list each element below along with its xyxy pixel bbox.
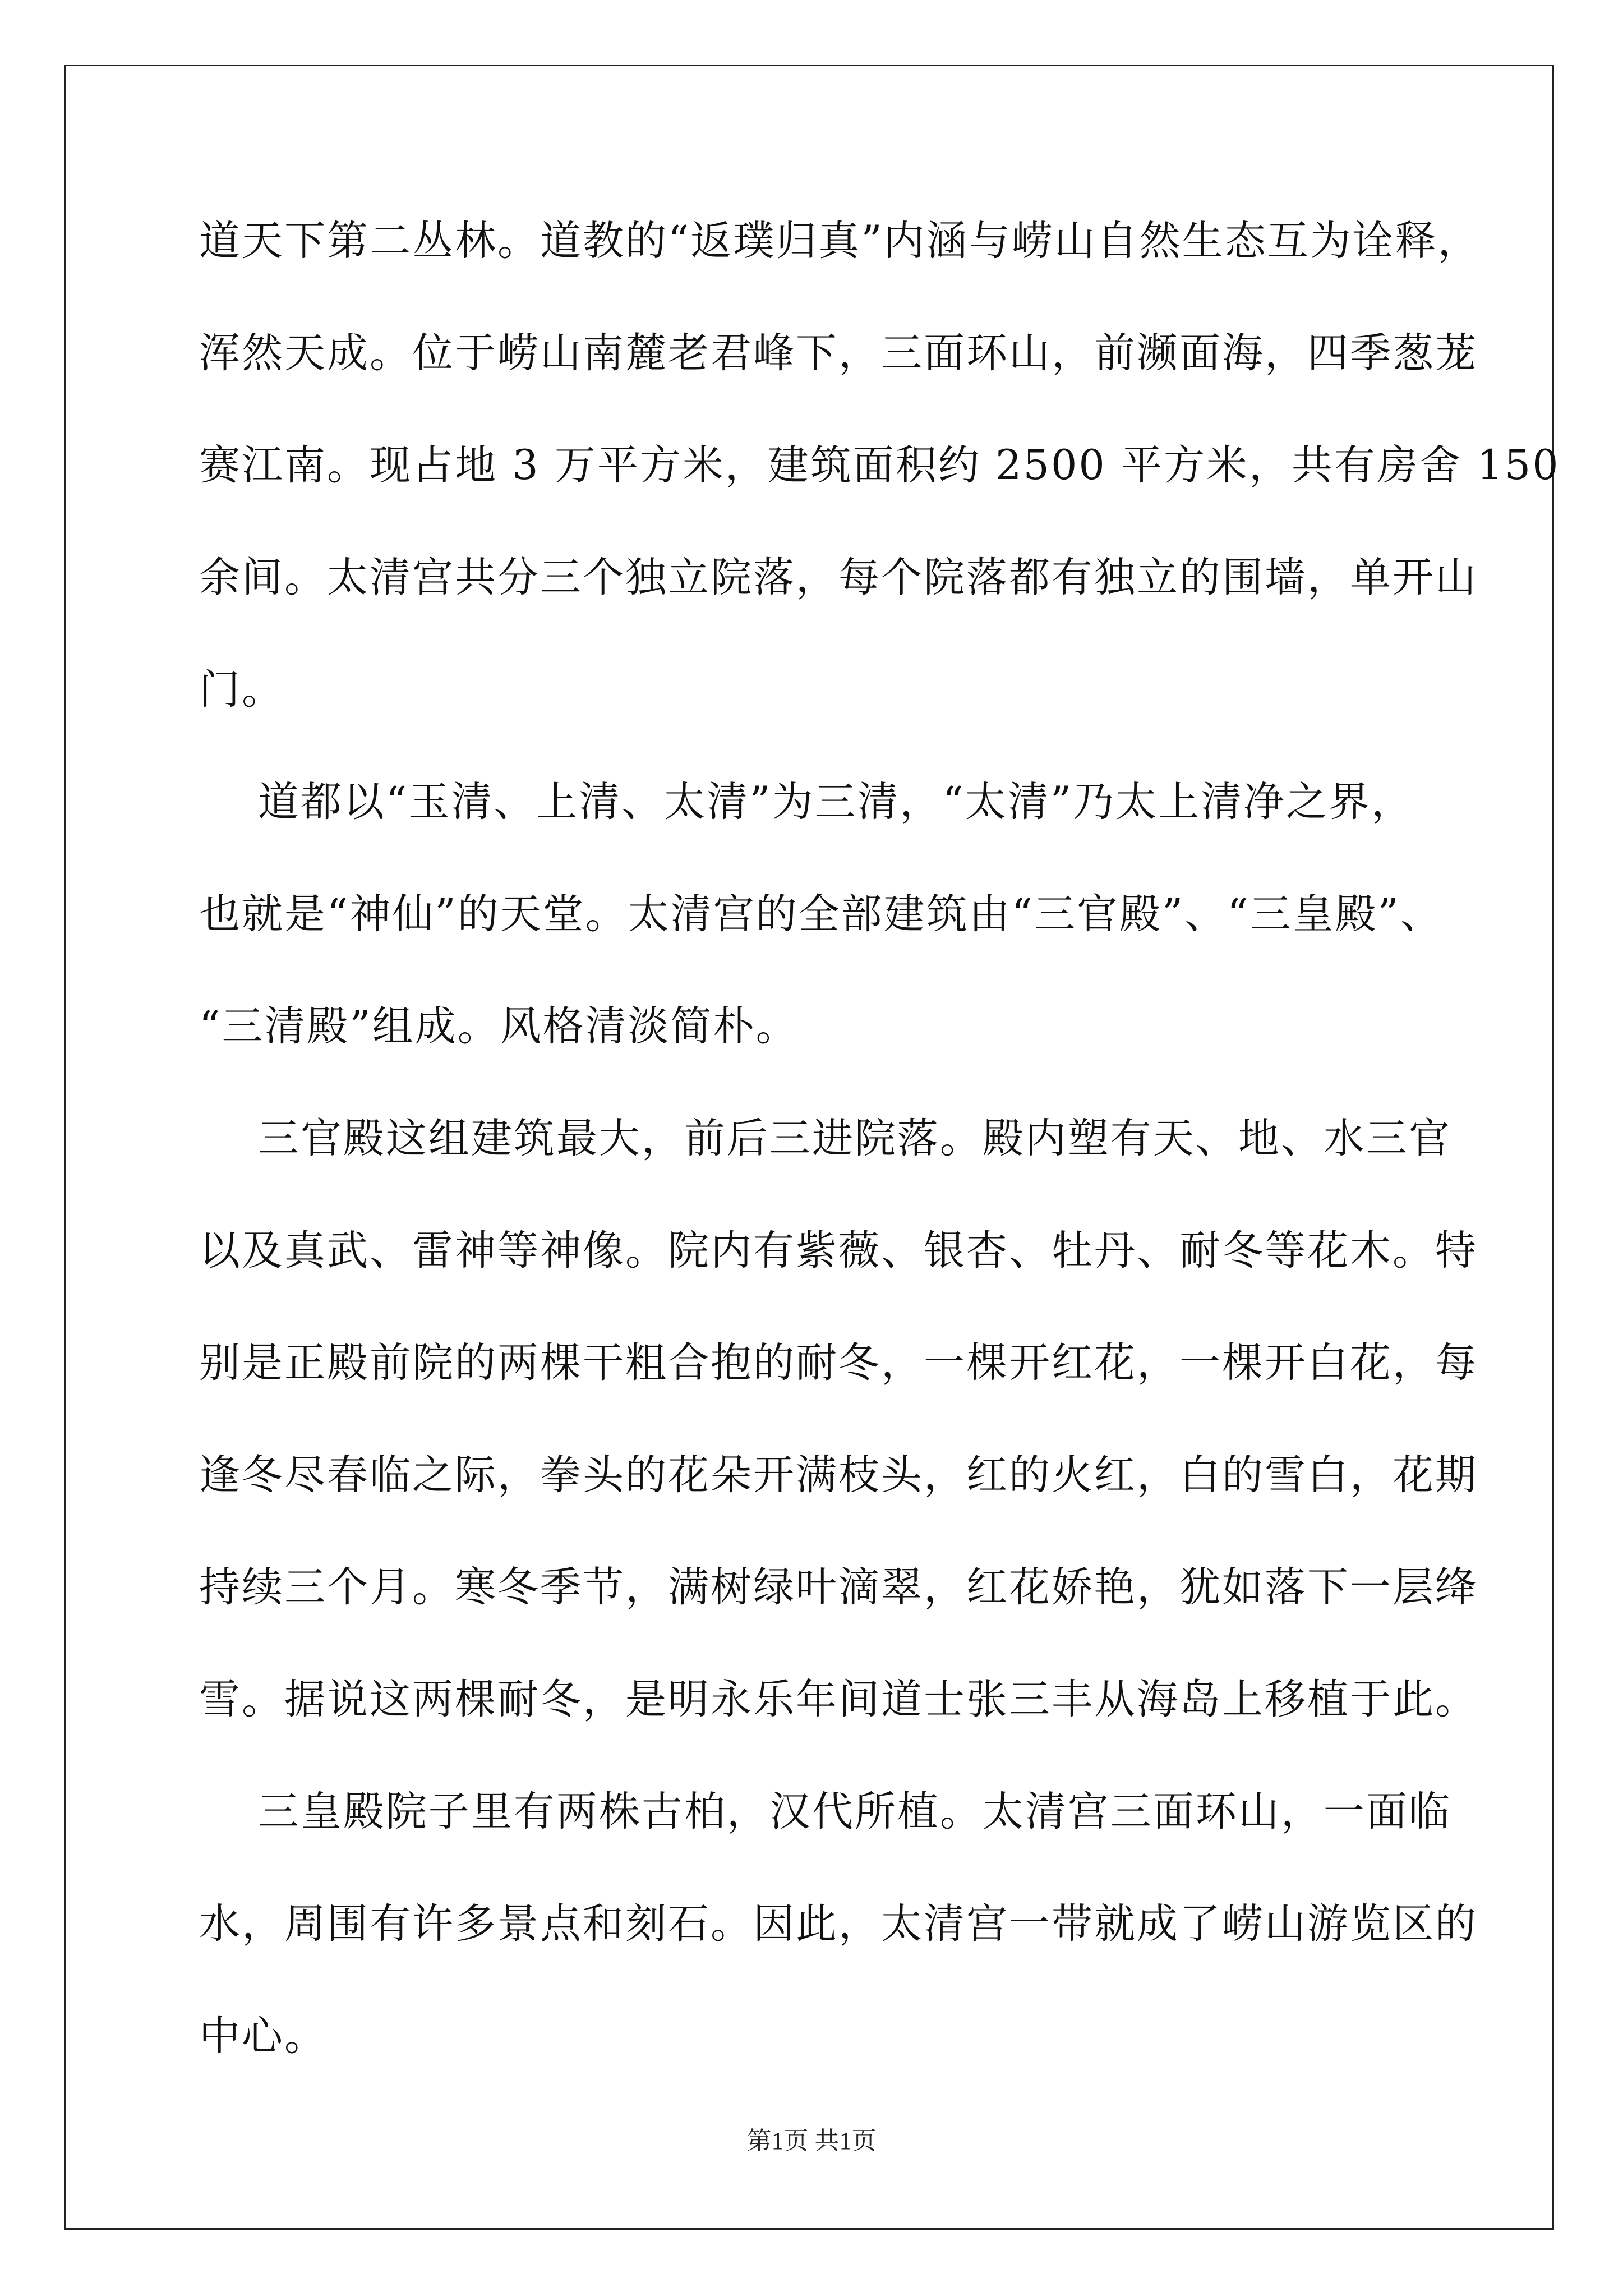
text-line: 逢冬尽春临之际，拳头的花朵开满枝头，红的火红，白的雪白，花期	[199, 1451, 1478, 1499]
text-line: 别是正殿前院的两棵干粗合抱的耐冬，一棵开红花，一棵开白花，每	[199, 1339, 1478, 1387]
text-line: 余间。太清宫共分三个独立院落，每个院落都有独立的围墙，单开山	[199, 554, 1478, 601]
text-line: 中心。	[199, 2012, 327, 2060]
page-number-footer: 第1页 共1页	[746, 2127, 877, 2155]
text-line: 三皇殿院子里有两株古柏，汉代所植。太清宫三面环山，一面临	[199, 1788, 1451, 1835]
text-line: 以及真武、雷神等神像。院内有紫薇、银杏、牡丹、耐冬等花木。特	[199, 1227, 1478, 1274]
document-body	[199, 208, 1560, 2115]
text-line: 浑然天成。位于崂山南麓老君峰下，三面环山，前濒面海，四季葱茏	[199, 329, 1478, 377]
text-line: 持续三个月。寒冬季节，满树绿叶滴翠，红花娇艳，犹如落下一层绛	[199, 1563, 1478, 1611]
text-line: 道都以“玉清、上清、太清”为三清，“太清”乃太上清净之界，	[199, 778, 1414, 826]
text-line: 三官殿这组建筑最大，前后三进院落。殿内塑有天、地、水三官	[199, 1115, 1451, 1162]
text-line: 也就是“神仙”的天堂。太清宫的全部建筑由“三官殿”、“三皇殿”、	[199, 890, 1443, 938]
text-line: “三清殿”组成。风格清淡简朴。	[199, 1002, 799, 1050]
text-line: 道天下第二丛林。道教的“返璞归真”内涵与崂山自然生态互为诠释，	[199, 217, 1481, 265]
text-line: 门。	[199, 666, 284, 714]
text-line: 赛江南。现占地 3 万平方米，建筑面积约 2500 平方米，共有房舍 150	[199, 441, 1560, 489]
text-line: 雪。据说这两棵耐冬，是明永乐年间道士张三丰从海岛上移植于此。	[199, 1676, 1478, 1723]
text-line: 水，周围有许多景点和刻石。因此，太清宫一带就成了崂山游览区的	[199, 1900, 1478, 1948]
